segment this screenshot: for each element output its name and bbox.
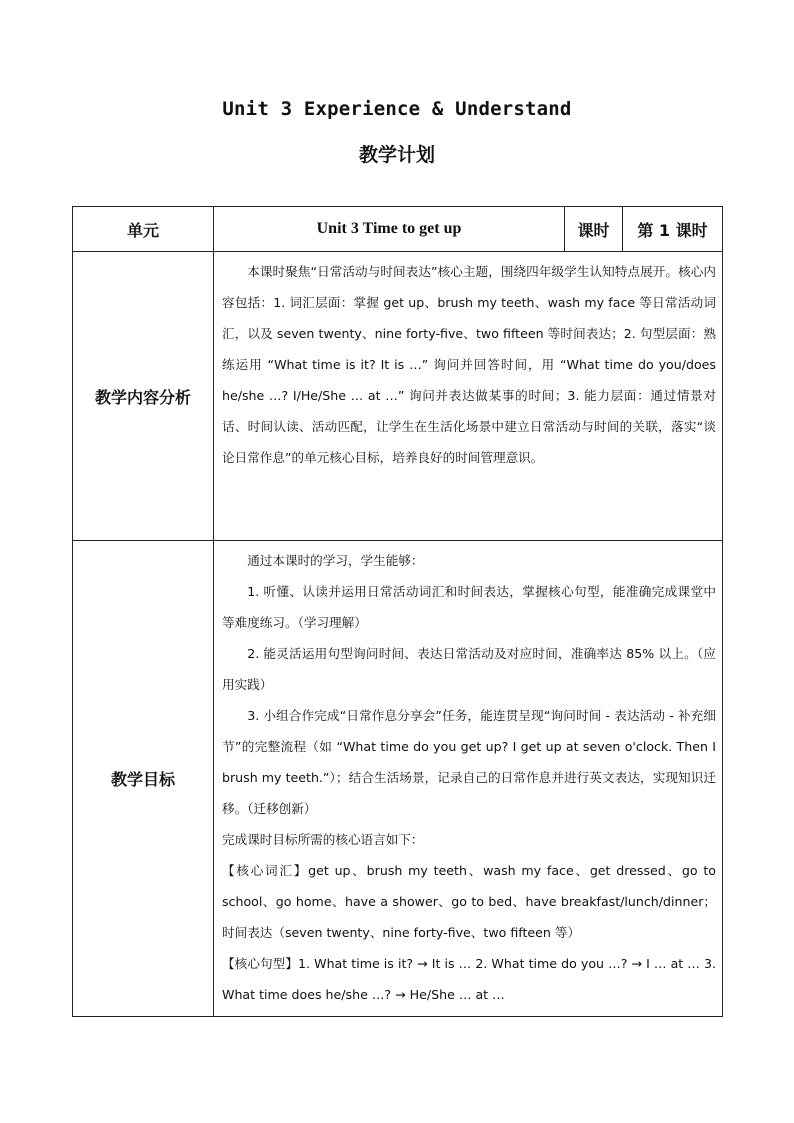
core-vocabulary: 【核心词汇】get up、brush my teeth、wash my face、get dressed、go to school、go home、have a shower、go to bed、have breakfast/lunch/dinner；时间表达（seven twenty、nine forty-five、two fifteen 等） (222, 863, 716, 940)
content-analysis-row (73, 252, 723, 541)
objectives-intro: 通过本课时的学习，学生能够： (247, 553, 424, 568)
objectives-label: 教学目标 (73, 541, 214, 1017)
unit-label-cell: 单元 (73, 207, 214, 252)
objective-item-3: 3. 小组合作完成“日常作息分享会”任务，能连贯呈现“询问时间 - 表达活动 - 补充细节”的完整流程（如 “What time do you get up? I get up at seven o'clock. Then I brush my teeth.”）；结合生活场景，记录自己的日常作息并进行英文表达，实现知识迁移。（迁移创新） (222, 708, 716, 816)
lesson-plan-table (72, 206, 723, 1017)
document-title-english: Unit 3 Experience & Understand (222, 98, 572, 120)
objective-item-2: 2. 能灵活运用句型询问时间、表达日常活动及对应时间，准确率达 85% 以上。（应用实践） (222, 646, 716, 692)
unit-value-cell: Unit 3 Time to get up (214, 207, 565, 252)
period-label-cell: 课时 (565, 207, 623, 252)
objectives-cell (214, 541, 723, 1017)
period-value-cell: 第 1 课时 (623, 207, 723, 252)
core-language-intro: 完成课时目标所需的核心语言如下： (222, 832, 424, 847)
content-analysis-cell (214, 252, 723, 541)
objectives-row (73, 541, 723, 1017)
document-title-chinese: 教学计划 (358, 144, 435, 166)
objective-item-1: 1. 听懂、认读并运用日常活动词汇和时间表达，掌握核心句型，能准确完成课堂中等难度练习。（学习理解） (222, 584, 716, 630)
content-analysis-label: 教学内容分析 (73, 252, 214, 541)
core-sentences: 【核心句型】1. What time is it? → It is … 2. What time do you …? → I … at … 3. What time does he/she …? → He/She … at … (222, 956, 716, 1002)
header-row (73, 207, 723, 252)
content-analysis-text: 本课时聚焦“日常活动与时间表达”核心主题，围绕四年级学生认知特点展开。核心内容包括：1. 词汇层面：掌握 get up、brush my teeth、wash my face 等日常活动词汇，以及 seven twenty、nine forty-five、two fifteen 等时间表达；2. 句型层面：熟练运用 “What time is it? It is …” 询问并回答时间，用 “What time do you/does he/she …? I/He/She … at …” 询问并表达做某事的时间；3. 能力层面：通过情景对话、时间认读、活动匹配，让学生在生活化场景中建立日常活动与时间的关联，落实“谈论日常作息”的单元核心目标，培养良好的时间管理意识。 (222, 264, 716, 465)
